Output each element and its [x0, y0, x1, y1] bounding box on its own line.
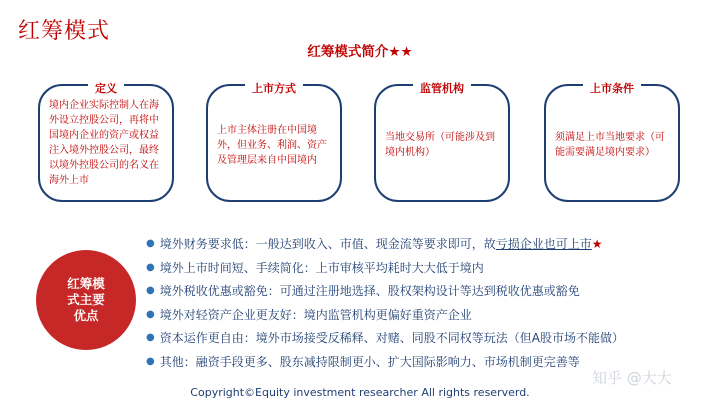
card-body: 须满足上市当地要求（可能需要满足境内要求）: [555, 132, 665, 158]
list-item: ● 其他：融资手段更多、股东减持限制更小、扩大国际影响力、市场机制更完善等: [146, 354, 580, 369]
list-item: ● 资本运作更自由：境外市场接受反稀释、对赌、同股不同权等玩法（但A股市场不能做）: [146, 331, 624, 346]
card-body: 上市主体注册在中国境外，但业务、利润、资产及管理层来自中国境内: [217, 124, 327, 166]
list-item: ● 境外上市时间短、手续简化：上市审核平均耗时大大低于境内: [146, 260, 484, 275]
list-item: ● 境外对轻资产企业更友好：境内监管机构更偏好重资产企业: [146, 307, 472, 322]
section-subtitle: 红筹模式简介★★: [307, 44, 413, 60]
bullet-icon: ●: [146, 332, 155, 344]
advantages-circle-badge: 红筹模 式主要 优点: [36, 250, 136, 350]
main-title: 红筹模式: [18, 19, 111, 44]
bullet-icon: ●: [146, 261, 155, 273]
card-listing-method: [206, 84, 342, 202]
bullet-icon: ●: [146, 355, 155, 367]
card-label: 上市方式: [245, 82, 303, 95]
star-icon: ★: [591, 236, 603, 251]
card-label: 上市条件: [583, 82, 641, 95]
card-body: 当地交易所（可能涉及到境内机构）: [385, 132, 495, 158]
card-regulator: [374, 84, 510, 202]
bullet-icon: ●: [146, 308, 155, 320]
card-label: 定义: [88, 82, 124, 95]
bullet-icon: ●: [146, 238, 155, 250]
advantages-list: [146, 232, 716, 373]
card-body: 境内企业实际控制人在海外设立控股公司，再将中国境内企业的资产或权益注入境外控股公司，最终以境外控股公司的名义在海外上市: [49, 100, 159, 186]
card-definition: [38, 84, 174, 202]
list-item: ● 境外税收优惠或豁免：可通过注册地选择、股权架构设计等达到税收优惠或豁免: [146, 284, 580, 299]
card-listing-conditions: [544, 84, 680, 202]
list-item: ● 境外财务要求低：一般达到收入、市值、现金流等要求即可，故 亏损企业也可上市 ★: [146, 236, 603, 252]
bullet-icon: ●: [146, 285, 155, 297]
card-label: 监管机构: [413, 82, 471, 95]
copyright-footer: Copyright©Equity investment researcher All rights reserverd.: [190, 386, 530, 399]
watermark: 知乎 @大大: [592, 369, 672, 387]
